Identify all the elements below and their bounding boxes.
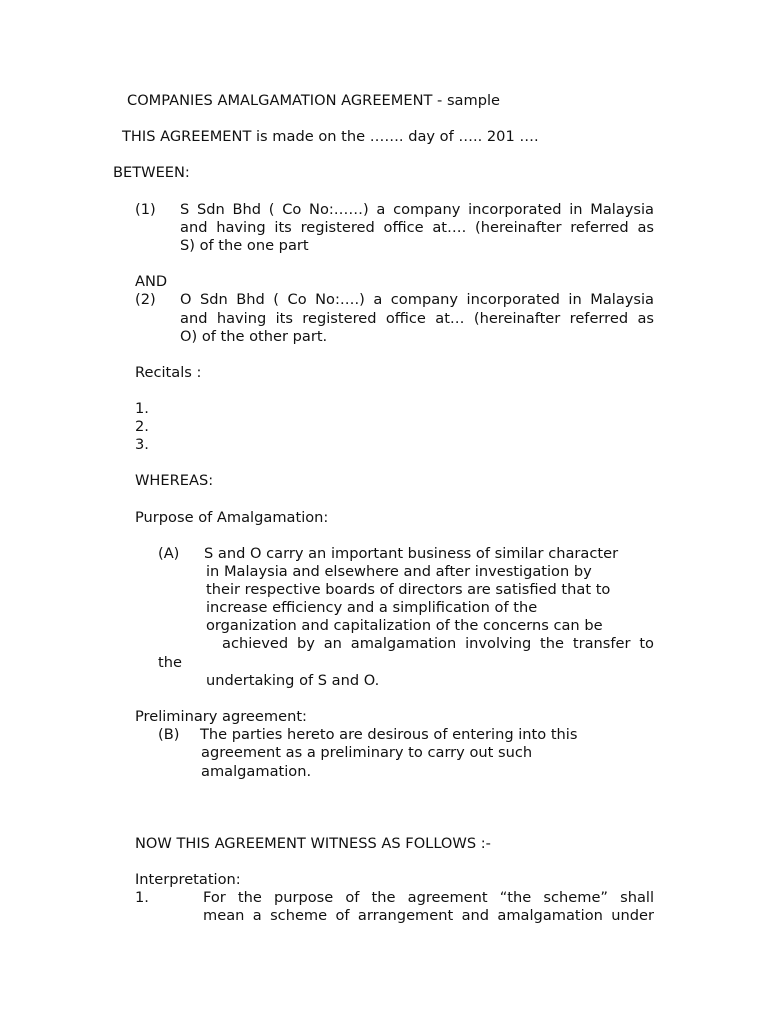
party-2-line: and having its registered office at… (hereinafter referred as <box>180 310 654 327</box>
party-1-line: and having its registered office at…. (hereinafter referred as <box>180 219 654 236</box>
party-1-line: S) of the one part <box>180 237 309 254</box>
clause-a-line: organization and capitalization of the concerns can be <box>206 617 603 634</box>
clause-1-line: For the purpose of the agreement “the scheme” shall <box>203 889 654 906</box>
intro-line: THIS AGREEMENT is made on the ……. day of ….. 201 …. <box>122 128 539 145</box>
recital-item: 3. <box>135 436 149 453</box>
clause-a-line: the <box>158 654 182 671</box>
clause-a-line: undertaking of S and O. <box>206 672 380 689</box>
party-2-line: O) of the other part. <box>180 328 328 345</box>
preliminary-heading: Preliminary agreement: <box>135 708 307 725</box>
clause-a-line: their respective boards of directors are satisfied that to <box>206 581 611 598</box>
between-heading: BETWEEN: <box>113 164 190 181</box>
purpose-heading: Purpose of Amalgamation: <box>135 509 329 526</box>
clause-b-line: The parties hereto are desirous of entering into this <box>200 726 578 743</box>
recital-item: 2. <box>135 418 149 435</box>
clause-a-line: S and O carry an important business of similar character <box>204 545 619 562</box>
clause-1-line: mean a scheme of arrangement and amalgamation under <box>203 907 654 924</box>
clause-b-label: (B) <box>158 726 180 743</box>
clause-a-line: achieved by an amalgamation involving the transfer to <box>222 635 654 652</box>
and-label: AND <box>135 273 168 290</box>
clause-1-number: 1. <box>135 889 149 906</box>
whereas-heading: WHEREAS: <box>135 472 214 489</box>
clause-a-line: in Malaysia and elsewhere and after investigation by <box>206 563 592 580</box>
party-1-line: S Sdn Bhd ( Co No:……) a company incorporated in Malaysia <box>180 201 654 218</box>
clause-a-line: increase efficiency and a simplification of the <box>206 599 538 616</box>
recital-item: 1. <box>135 400 149 417</box>
clause-a-label: (A) <box>158 545 180 562</box>
party-2-line: O Sdn Bhd ( Co No:….) a company incorporated in Malaysia <box>180 291 654 308</box>
party-2-number: (2) <box>135 291 156 308</box>
interpretation-heading: Interpretation: <box>135 871 241 888</box>
document-title: COMPANIES AMALGAMATION AGREEMENT - sample <box>127 92 501 109</box>
clause-b-line: agreement as a preliminary to carry out such <box>201 744 533 761</box>
witness-heading: NOW THIS AGREEMENT WITNESS AS FOLLOWS :- <box>135 835 491 852</box>
clause-b-line: amalgamation. <box>201 763 312 780</box>
recitals-heading: Recitals : <box>135 364 202 381</box>
party-1-number: (1) <box>135 201 156 218</box>
